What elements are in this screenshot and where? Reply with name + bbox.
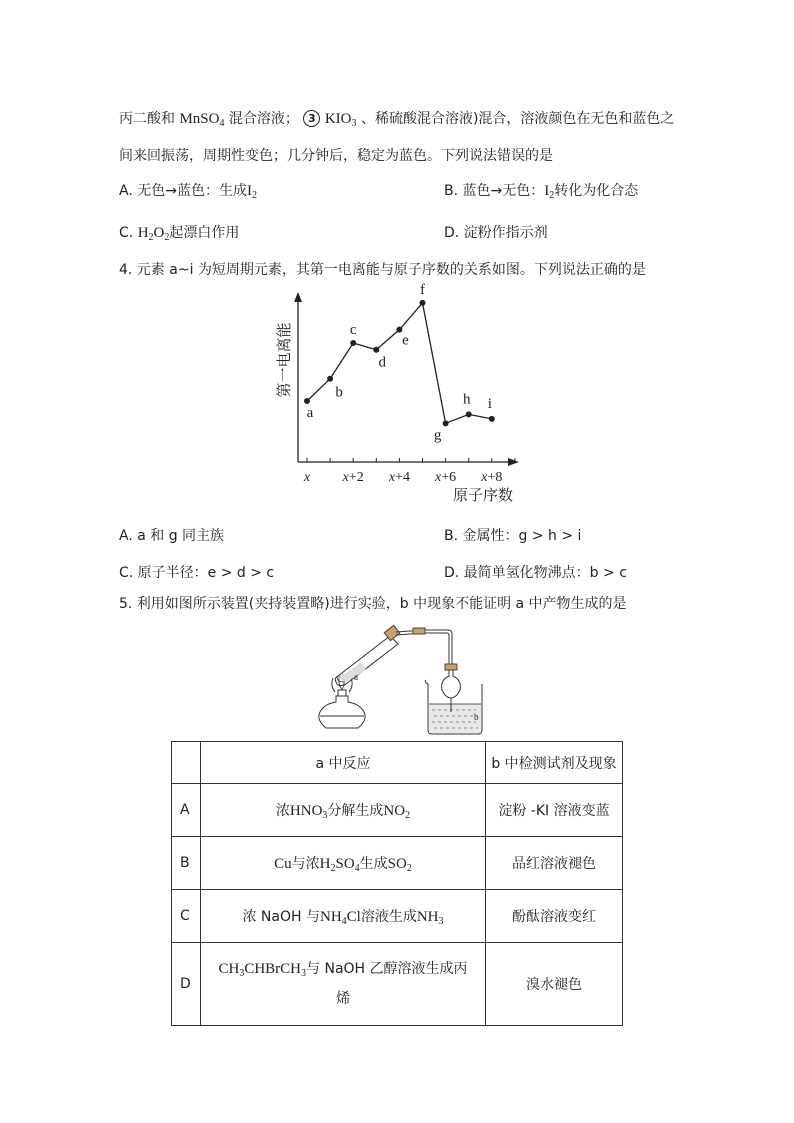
phenomenon-cell: 溴水褪色: [486, 943, 623, 1026]
data-point-a: [304, 398, 310, 404]
delivery-tube: [396, 628, 452, 666]
q3-option-a[interactable]: A. 无色→蓝色：生成$I_2$: [119, 183, 257, 201]
x-tick-label: x: [303, 470, 311, 485]
table-row[interactable]: [172, 943, 623, 1026]
point-label-c: c: [349, 322, 357, 339]
row-label: C: [172, 890, 201, 943]
data-point-e: [396, 327, 402, 333]
beaker-b: [425, 664, 482, 734]
chem-formula: $KIO_3$: [324, 111, 357, 129]
label-a: a: [354, 672, 358, 682]
q4-stem: 4. 元素 a~i 为短周期元素，其第一电离能与原子序数的关系如图。下列说法正确的是: [119, 262, 646, 278]
q4-option-d[interactable]: D. 最简单氢化物沸点：b > c: [444, 565, 627, 581]
data-point-d: [373, 347, 379, 353]
reaction-cell: Cu与浓$H_2SO_4$生成$SO_2$: [201, 837, 486, 890]
point-label-e: e: [402, 332, 409, 349]
row-label: D: [172, 943, 201, 1026]
x-tick-label: x+2: [342, 470, 364, 485]
x-axis-arrow: [508, 458, 519, 466]
series-line: [446, 414, 492, 423]
row-label: B: [172, 837, 201, 890]
table-header-cell: a 中反应: [201, 742, 486, 784]
data-point-b: [327, 376, 333, 382]
data-point-i: [489, 416, 495, 422]
phenomenon-cell: 酚酞溶液变红: [486, 890, 623, 943]
q3-option-d[interactable]: D. 淀粉作指示剂: [444, 225, 548, 241]
q4-option-c[interactable]: C. 原子半径：e > d > c: [119, 565, 275, 581]
q4-option-a[interactable]: A. a 和 g 同主族: [119, 528, 225, 544]
data-point-g: [443, 420, 449, 426]
q3-option-c[interactable]: C. $H_2O_2$起漂白作用: [119, 225, 240, 243]
table-header-row: [172, 742, 623, 784]
test-tube-a: [335, 625, 399, 685]
data-point-h: [466, 411, 472, 417]
q3-option-b[interactable]: B. 蓝色→无色：$I_2$转化为化合态: [444, 183, 639, 201]
q3-text: 丙二酸和: [119, 111, 175, 127]
chem-formula: MnSO$_4$: [179, 111, 225, 129]
point-label-d: d: [378, 354, 387, 371]
row-label: A: [172, 784, 201, 837]
x-tick-label: x+4: [388, 470, 410, 485]
table-row[interactable]: [172, 837, 623, 890]
reaction-cell: 浓$HNO_3$分解生成$NO_2$: [201, 784, 486, 837]
q3-stem-line1: [119, 108, 674, 128]
phenomenon-cell: 淀粉 -KI 溶液变蓝: [486, 784, 623, 837]
q4-option-b[interactable]: B. 金属性：g > h > i: [444, 528, 582, 544]
point-label-g: g: [433, 427, 442, 444]
reaction-cell: 浓 NaOH 与$NH_4Cl$溶液生成$NH_3$: [201, 890, 486, 943]
table-row[interactable]: [172, 784, 623, 837]
series-line: [307, 303, 446, 423]
table-header-cell: [172, 742, 201, 784]
q5-stem: 5. 利用如图所示装置(夹持装置略)进行实验，b 中现象不能证明 a 中产物生成的是: [119, 596, 627, 612]
point-label-i: i: [487, 395, 492, 412]
q3-text: 混合溶液；: [228, 111, 299, 127]
x-axis-title: 原子序数: [452, 486, 514, 504]
q3-stem-line2: 间来回振荡，周期性变色；几分钟后，稳定为蓝色。下列说法错误的是: [119, 148, 553, 164]
point-label-h: h: [462, 391, 471, 408]
alcohol-lamp: [319, 675, 365, 728]
point-label-a: a: [306, 405, 314, 422]
table-header-cell: b 中检测试剂及现象: [486, 742, 623, 784]
q3-text: 、稀硫酸混合溶液)混合，溶液颜色在无色和蓝色之: [360, 111, 675, 127]
phenomenon-cell: 品红溶液褪色: [486, 837, 623, 890]
x-tick-label: x+8: [481, 470, 503, 485]
y-axis-arrow: [294, 292, 302, 302]
data-point-f: [420, 300, 426, 306]
q5-options-table: [171, 741, 623, 1026]
point-label-b: b: [335, 384, 343, 401]
data-point-c: [350, 340, 356, 346]
y-axis-title: 第一电离能: [275, 322, 293, 398]
experiment-apparatus: [306, 620, 506, 735]
x-tick-label: x+6: [435, 470, 457, 485]
point-label-f: f: [420, 281, 425, 298]
label-b: b: [474, 712, 479, 722]
circled-number: 3: [303, 110, 320, 127]
table-row[interactable]: [172, 890, 623, 943]
reaction-cell: $CH_3CHBrCH_3$与 NaOH 乙醇溶液生成丙 烯: [201, 943, 486, 1026]
